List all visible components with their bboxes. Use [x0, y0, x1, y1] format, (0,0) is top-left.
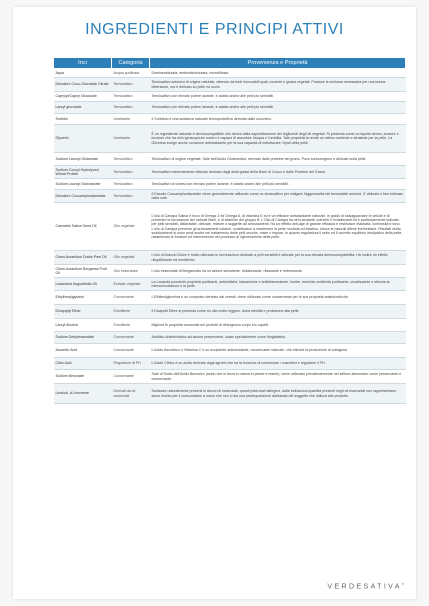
- ingredient-name: Cannabis Sativa Seed Oil: [54, 203, 112, 251]
- ingredients-sheet: [13, 7, 416, 599]
- ingredient-name: Ethylhexylglycerin: [54, 291, 112, 305]
- table-row: [54, 332, 406, 344]
- ingredient-description: Migliora le proprietà sensoriali nei prodotti di detergenza corpo e/o capelli.: [150, 319, 406, 332]
- table-row: [54, 69, 406, 78]
- ingredient-category: Acqua purificata: [112, 69, 150, 78]
- ingredient-category: Olio vegetale: [112, 203, 150, 251]
- table-row: [54, 166, 406, 179]
- ingredient-category: Conservante: [112, 370, 150, 384]
- ingredient-category: Olio vegetale: [112, 251, 150, 265]
- ingredient-description: L'olio di Arancio Dolce è molto utilizzato in formulazioni dedicate a pelli sensibili e delicate per la sua elevata dermocompatibilità. Ha inoltre un effetto riequilibrante ed emolliente.: [150, 251, 406, 265]
- ingredient-name: Disodium Coco-Glucoside Citrate: [54, 78, 112, 92]
- ingredient-description: L'olio essenziale di Bergamotto ha un'azione stimolante, rivitalizzante, rilassante e rinfrescante.: [150, 265, 406, 278]
- ingredient-description: Tensioattivo con elevato potere lavante, è adatto anche alle pelli più sensibili.: [150, 92, 406, 102]
- ingredient-name: Citrus Aurantium Dulcis Peel Oil: [54, 251, 112, 265]
- table-row: [54, 291, 406, 305]
- ingredient-category: Tensioattivo: [112, 179, 150, 190]
- ingredient-description: Tensioattivo con elevato potere lavante, è adatto anche alle pelli più sensibili.: [150, 102, 406, 114]
- table-header-row: [54, 58, 406, 69]
- table-row: [54, 278, 406, 291]
- ingredient-name: Disodium Cocoamphodiacetate: [54, 190, 112, 203]
- table-row: [54, 265, 406, 278]
- ingredient-description: Tensioattivo anionico di origine naturale, ottenuto da fonti rinnovabili quali zuccheri e grassi vegetali. Produce la schiuma necessaria per una buona detersione, ma è delicato su pelle ed occhi.: [150, 78, 406, 92]
- ingredient-category: Emolliente: [112, 305, 150, 319]
- ingredient-description: Tensioattivo estremamente delicato derivato dagli acidi grassi della Noce di Cocco e dalle Proteine del Grano.: [150, 166, 406, 179]
- ingredient-category: Tensioattivo: [112, 153, 150, 166]
- page-title: INGREDIENTI E PRINCIPI ATTIVI: [85, 21, 344, 38]
- table-row: [54, 125, 406, 153]
- ingredient-description: L'olio di Canapa Sativa è ricco di Omega 3 ed Omega 6, di vitamina E ed è un efficace antiossidante naturale, in grado di salvaguardare le cellule e di prevenire la formazione dei radicali liberi, e di vitamine del gruppo B. L'Olio di Canapa ha virtù idratanti, nutrienti e rivitalizzanti ed è particolarmente indicato per pelli sensibili, disidratate, delicate, mature o soggette ad arrossamenti. Ha un effetto anti-age di grande efficacia e restituisce elasticità, luminosità e tono. L'olio di Canapa previene gli arrossamenti cutanei, contribuisce a mantenere la pelle morbida ed elastica, riduce le naturali difese immunitarie. Risultati molto soddisfacenti si sono avuti anche nel trattamento delle pelli secche, miste o impure, in quanto regolarizza il sebo ed il corretto equilibrio idrolipidico della pelle, ristabilendo le funzioni ed intervenendo nel processo di rigenerazione della pelle.: [150, 203, 406, 251]
- table-row: [54, 179, 406, 190]
- table-row: [54, 78, 406, 92]
- ingredients-table: [53, 57, 406, 404]
- table-row: [54, 319, 406, 332]
- ingredient-name: Sodium Cocoyl Hydrolyzed Wheat Protein: [54, 166, 112, 179]
- ingredient-name: Lavandula Angustifolia Oil: [54, 278, 112, 291]
- ingredient-description: Il Dicaprilil Etere si presenta come un olio molto leggero, dona sterilità e protezione alla pelle.: [150, 305, 406, 319]
- ingredient-category: Regolatore di PH: [112, 358, 150, 370]
- ingredient-description: L'Acido Ascorbico o Vitamina C è un eccipiente antiossidante, conservante naturale, che stimola la produzione di collagene.: [150, 344, 406, 358]
- brand-logo: [327, 582, 404, 590]
- table-row: [54, 358, 406, 370]
- ingredient-category: Tensioattivo: [112, 92, 150, 102]
- ingredient-category: Tensioattivo: [112, 102, 150, 114]
- table-row: [54, 92, 406, 102]
- ingredient-name: Ascorbic Acid: [54, 344, 112, 358]
- ingredient-category: Emolliente: [112, 319, 150, 332]
- header-proprieta: Provenienza e Proprietà: [150, 58, 406, 69]
- ingredient-name: Sodium Dehydroacetate: [54, 332, 112, 344]
- ingredient-name: Sodium Lauroyl Glutamate: [54, 153, 112, 166]
- ingredient-category: Tensioattivo: [112, 190, 150, 203]
- ingredient-name: Sodium Benzoate: [54, 370, 112, 384]
- table-row: [54, 384, 406, 404]
- table-row: [54, 251, 406, 265]
- ingredient-category: Conservante: [112, 332, 150, 344]
- ingredient-category: Tensioattivo: [112, 78, 150, 92]
- header-categoria: Categoria: [112, 58, 150, 69]
- ingredient-name: Aqua: [54, 69, 112, 78]
- ingredient-category: Umettante: [112, 125, 150, 153]
- ingredient-name: Glycerin: [54, 125, 112, 153]
- ingredient-name: Lauryl Alcohol: [54, 319, 112, 332]
- table-row: [54, 203, 406, 251]
- ingredient-description: L'Ethilesilglicerina è un composto derivato dai cereali, viene utilizzato come conservante per le sue proprietà antimicrobiche.: [150, 291, 406, 305]
- ingredient-category: Conservante: [112, 344, 150, 358]
- ingredient-category: Estratto vegetale: [112, 278, 150, 291]
- ingredient-description: Additivo Antimicrobico ad azione preservante, usato specialmente come fungistatico.: [150, 332, 406, 344]
- brand-trademark: ®: [401, 581, 404, 586]
- ingredient-name: Citric Acid: [54, 358, 112, 370]
- ingredient-name: Citrus Aurantium Bergamia Fruit Oil: [54, 265, 112, 278]
- ingredient-name: Lauryl glucoside: [54, 102, 112, 114]
- ingredient-description: Il Sorbitolo è una sostanza naturale termoprotettiva derivata dallo zucchero.: [150, 114, 406, 125]
- ingredient-category: Tensioattivo: [112, 166, 150, 179]
- header-inci: Inci: [54, 58, 112, 69]
- brand-name: VERDESATIVA: [327, 583, 402, 590]
- ingredient-description: Demineralizzata, elettrodeionizzata, microfiltrata.: [150, 69, 406, 78]
- ingredient-description: La Lavanda possiede proprietà purificanti, antisettiche, balsamiche e antinfiammatorie. Inoltre, esercita un'attività purificante, cicatrizzante e stimola la microcircolazione e la pelle.: [150, 278, 406, 291]
- ingredient-description: Il Disodio Cocoamphodiacetato viene generalmente utilizzato come co-tensioattivo per mitigare l'aggressività dei tensioattivi anionici. È delicato e ben tollerato dalla cute.: [150, 190, 406, 203]
- ingredient-description: È un ingrediente naturale e dermocompatibile che deriva dalla saponificazione dei trigliceridi degli oli vegetali. Si presenta come un liquido denso, inodore e incolore che ha virtù igroscopiche ovvero è capace di assorbire l'acqua e l'umidità. Tale proprietà la rende un ottimo nutriente e idratante per la pelle. La Glicerina svolge anche un'azione antiossidante per la sua capacità di ristrutturare i lipidi della pelle.: [150, 125, 406, 153]
- ingredient-name: Linalool, d-Limonene: [54, 384, 112, 404]
- table-row: [54, 305, 406, 319]
- table-row: [54, 370, 406, 384]
- table-row: [54, 153, 406, 166]
- ingredient-description: Sostanze naturalmente presenti in alcuni oli essenziali, questi potenziali allergeni, dalle indicazioni quantità presenti negli oli essenziali non rappresentano alcun rischio per il consumatore a meno che non ci sia una predisposizione dichiarata del soggetto che utilizza tale prodotto.: [150, 384, 406, 404]
- ingredient-name: Sodium Lauroyl Sarcosinate: [54, 179, 112, 190]
- ingredient-description: Sale di Sodio dell'Acido Benzoico (acido che si trova in natura in piante e resine), viene utilizzato prevalentemente nel settore alimentare come preservante e conservante.: [150, 370, 406, 384]
- ingredient-name: Dicaprylyl Ether: [54, 305, 112, 319]
- table-row: [54, 190, 406, 203]
- table-row: [54, 344, 406, 358]
- table-row: [54, 114, 406, 125]
- ingredient-description: Tensioattivo di sintesi con elevato potere lavante, è adatto anche alle pelli più sensibili.: [150, 179, 406, 190]
- ingredient-category: Olio essenziale: [112, 265, 150, 278]
- ingredient-category: Conservante: [112, 291, 150, 305]
- table-row: [54, 102, 406, 114]
- ingredient-description: Tensioattivo di origine vegetale, Sale dell'Acido Glutammico, derivato dalle proteine del grano. Poco schiumogeno e delicato sulla pelle.: [150, 153, 406, 166]
- ingredient-name: Sorbitol: [54, 114, 112, 125]
- ingredient-description: L'Acido Citrico è un acido derivato dagli agrumi che ha la funzione di conservare i cosmetici e regolarne il PH.: [150, 358, 406, 370]
- ingredient-name: Caprylyl/Capryl Glucoside: [54, 92, 112, 102]
- ingredient-category: Umettante: [112, 114, 150, 125]
- ingredient-category: Derivati da oli essenziali: [112, 384, 150, 404]
